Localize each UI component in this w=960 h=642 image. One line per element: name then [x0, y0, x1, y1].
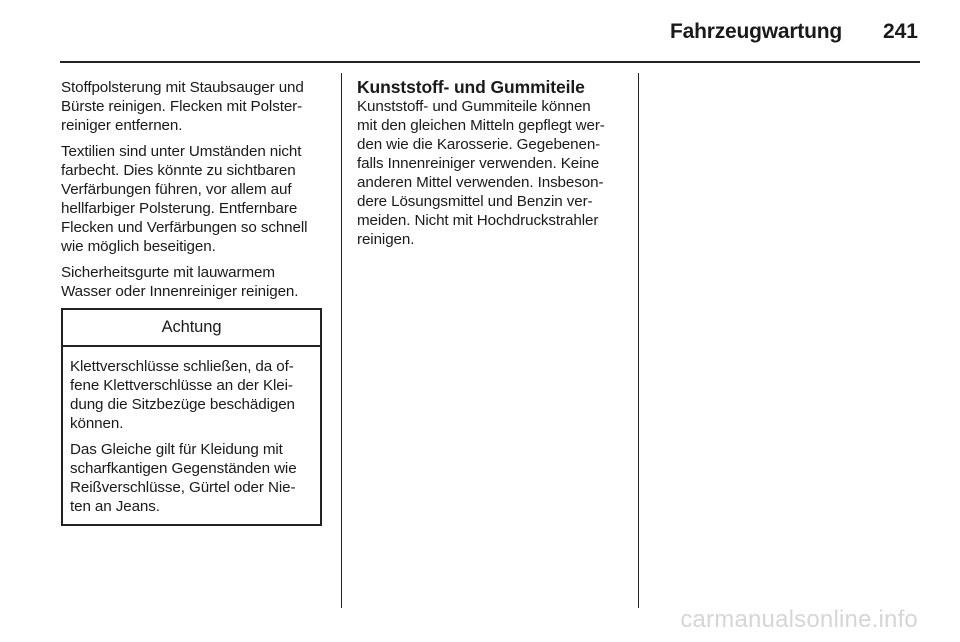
text-line: Kunststoff- und Gummiteile können	[357, 98, 591, 115]
text-line: Reißverschlüsse, Gürtel oder Nie-	[70, 479, 296, 496]
paragraph-seatbelts	[61, 263, 326, 301]
column-divider-1	[341, 73, 342, 608]
middle-column	[357, 78, 627, 256]
warning-box	[61, 308, 322, 526]
section-heading: Kunststoff- und Gummiteile	[357, 77, 585, 97]
header-rule	[60, 61, 920, 63]
text-line: Bürste reinigen. Flecken mit Polster-	[61, 98, 303, 115]
page-header	[60, 14, 920, 54]
text-line: mit den gleichen Mitteln gepflegt wer-	[357, 117, 605, 134]
text-line: Wasser oder Innenreiniger reinigen.	[61, 283, 299, 300]
text-line: anderen Mittel verwenden. Insbeson-	[357, 174, 604, 191]
page-number: 241	[882, 20, 918, 43]
warning-body	[63, 347, 320, 524]
text-line: wie möglich beseitigen.	[61, 238, 216, 255]
text-line: reinigen.	[357, 231, 415, 248]
paragraph-textiles	[61, 142, 326, 256]
warning-paragraph	[70, 357, 314, 433]
text-line: fene Klettverschlüsse an der Klei-	[70, 377, 293, 394]
text-line: Sicherheitsgurte mit lauwarmem	[61, 264, 275, 281]
text-line: ten an Jeans.	[70, 498, 160, 515]
warning-title: Achtung	[63, 310, 320, 347]
text-line: hellfarbiger Polsterung. Entfernbare	[61, 200, 298, 217]
text-line: Stoffpolsterung mit Staubsauger und	[61, 79, 304, 96]
watermark: carmanualsonline.info	[680, 606, 918, 633]
paragraph-upholstery	[61, 78, 326, 135]
text-line: falls Innenreiniger verwenden. Keine	[357, 155, 600, 172]
paragraph-plastics	[357, 97, 627, 249]
text-line: meiden. Nicht mit Hochdruckstrahler	[357, 212, 599, 229]
left-column	[61, 78, 326, 526]
column-divider-2	[638, 73, 639, 608]
warning-paragraph	[70, 440, 314, 516]
text-line: Das Gleiche gilt für Kleidung mit	[70, 441, 283, 458]
text-line: dere Lösungsmittel und Benzin ver-	[357, 193, 593, 210]
text-line: Flecken und Verfärbungen so schnell	[61, 219, 308, 236]
text-line: können.	[70, 415, 124, 432]
text-line: farbecht. Dies könnte zu sichtbaren	[61, 162, 296, 179]
text-line: scharfkantigen Gegenständen wie	[70, 460, 297, 477]
chapter-title: Fahrzeugwartung	[669, 20, 842, 43]
text-line: Textilien sind unter Umständen nicht	[61, 143, 302, 160]
text-line: reiniger entfernen.	[61, 117, 183, 134]
text-line: dung die Sitzbezüge beschädigen	[70, 396, 295, 413]
text-line: Verfärbungen führen, vor allem auf	[61, 181, 292, 198]
text-line: den wie die Karosserie. Gegebenen-	[357, 136, 601, 153]
text-line: Klettverschlüsse schließen, da of-	[70, 358, 294, 375]
